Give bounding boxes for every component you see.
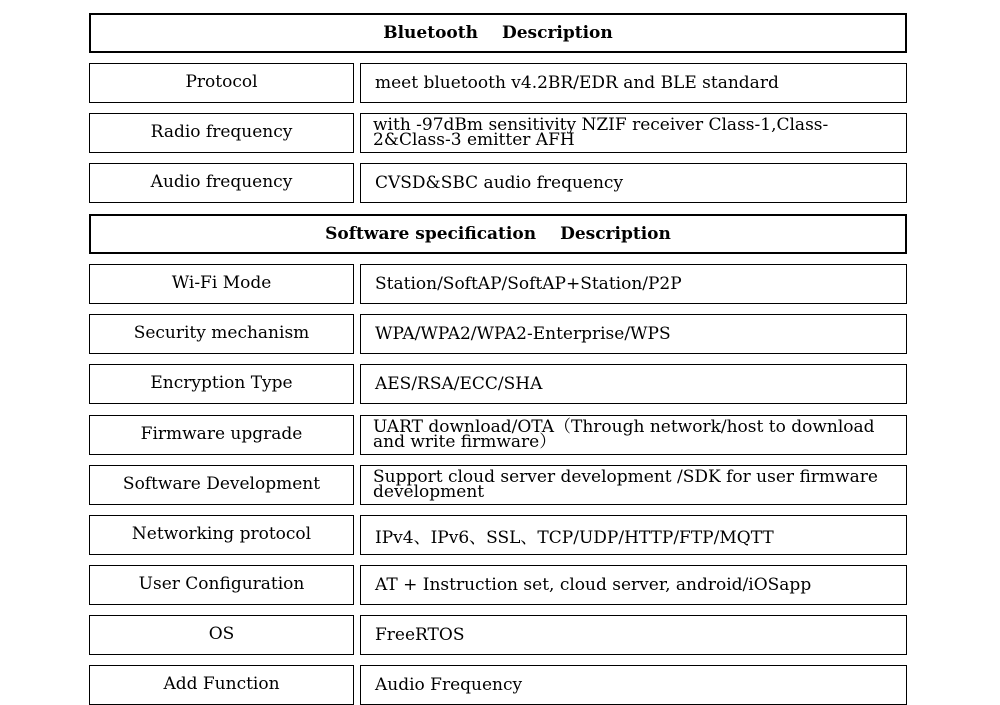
software-section-header bbox=[89, 214, 907, 254]
networking-protocol-value: IPv4、IPv6、SSL、TCP/UDP/HTTP/FTP/MQTT bbox=[360, 515, 907, 555]
software-development-label: Software Development bbox=[89, 465, 354, 505]
wifi-mode-value: Station/SoftAP/SoftAP+Station/P2P bbox=[360, 264, 907, 304]
user-configuration-label: User Configuration bbox=[89, 565, 354, 605]
os-label: OS bbox=[89, 615, 354, 655]
encryption-type-label: Encryption Type bbox=[89, 364, 354, 404]
add-function-value: Audio Frequency bbox=[360, 665, 907, 705]
firmware-upgrade-label: Firmware upgrade bbox=[89, 415, 354, 455]
software-header-title: Software specification bbox=[325, 224, 537, 244]
bluetooth-header-description: Description bbox=[501, 23, 613, 43]
security-mechanism-label: Security mechanism bbox=[89, 314, 354, 354]
radio-frequency-value-text: with -97dBm sensitivity NZIF receiver Class-1,Class-2&Class-3 emitter AFH bbox=[373, 115, 829, 150]
radio-frequency-value bbox=[360, 113, 907, 153]
software-development-value-text: Support cloud server development /SDK for user firmware development bbox=[373, 467, 878, 502]
audio-frequency-label: Audio frequency bbox=[89, 163, 354, 203]
encryption-type-value: AES/RSA/ECC/SHA bbox=[360, 364, 907, 404]
wifi-mode-label: Wi-Fi Mode bbox=[89, 264, 354, 304]
firmware-upgrade-value bbox=[360, 415, 907, 455]
software-header-description: Description bbox=[560, 224, 671, 244]
protocol-label: Protocol bbox=[89, 63, 354, 103]
security-mechanism-value: WPA/WPA2/WPA2-Enterprise/WPS bbox=[360, 314, 907, 354]
software-development-value bbox=[360, 465, 907, 505]
firmware-upgrade-value-text: UART download/OTA（Through network/host to download and write firmware） bbox=[373, 417, 875, 452]
protocol-value: meet bluetooth v4.2BR/EDR and BLE standard bbox=[360, 63, 907, 103]
bluetooth-header-title: Bluetooth bbox=[383, 23, 478, 43]
bluetooth-section-header bbox=[89, 13, 907, 53]
user-configuration-value: AT + Instruction set, cloud server, android/iOSapp bbox=[360, 565, 907, 605]
radio-frequency-label: Radio frequency bbox=[89, 113, 354, 153]
networking-protocol-label: Networking protocol bbox=[89, 515, 354, 555]
add-function-label: Add Function bbox=[89, 665, 354, 705]
os-value: FreeRTOS bbox=[360, 615, 907, 655]
audio-frequency-value: CVSD&SBC audio frequency bbox=[360, 163, 907, 203]
